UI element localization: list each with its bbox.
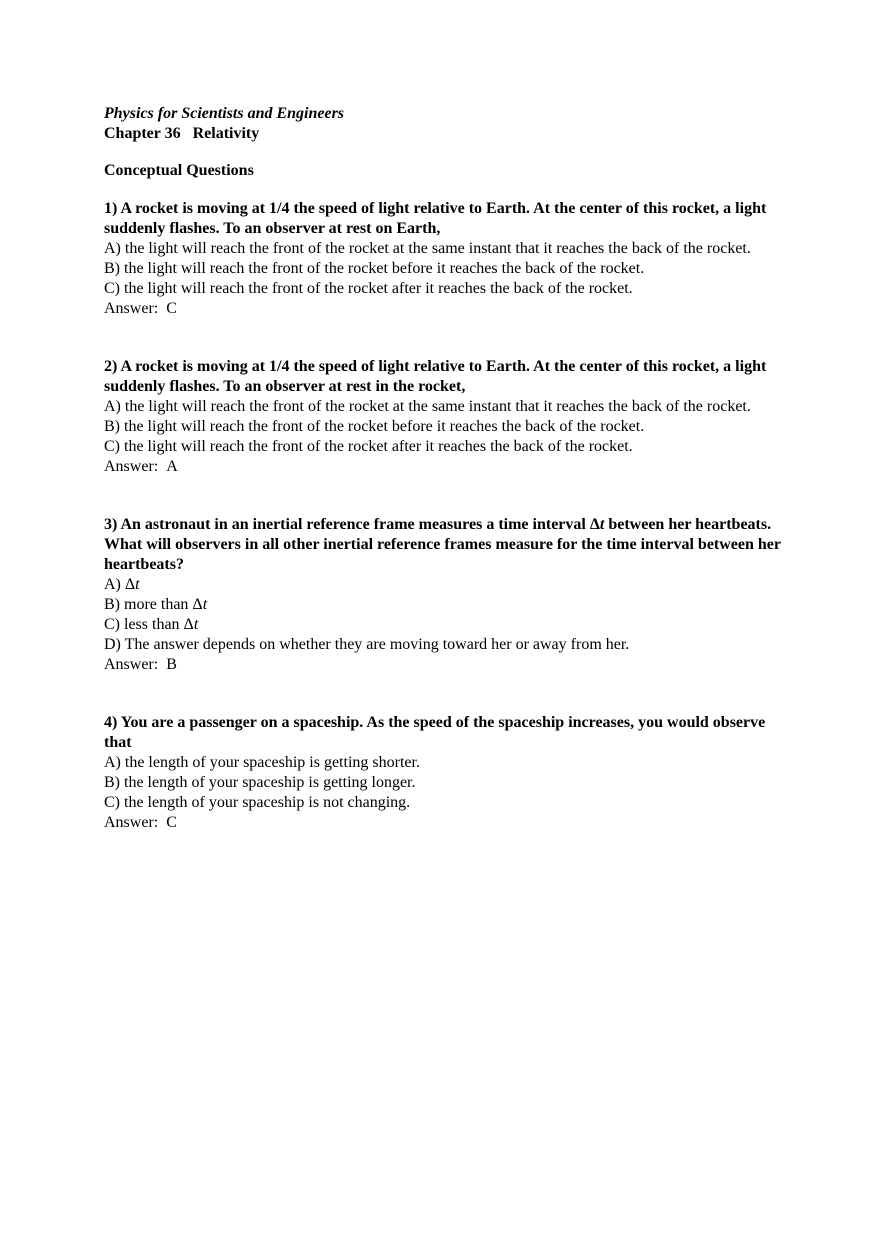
- option-b: B) the light will reach the front of the rocket before it reaches the back of the rocket.: [104, 418, 645, 435]
- option-c: C) the length of your spaceship is not changing.: [104, 794, 411, 811]
- option-a: A) the light will reach the front of the rocket at the same instant that it reaches the back of the rocket.: [104, 398, 751, 415]
- option-text: B) more than Δ: [104, 596, 203, 613]
- answer-value: C: [166, 814, 177, 831]
- answer-value: C: [166, 300, 177, 317]
- chapter-title: Relativity: [192, 125, 260, 142]
- question-stem: 4) You are a passenger on a spaceship. As the speed of the spaceship increases, you would observe that: [104, 714, 766, 751]
- question-3: [104, 515, 794, 675]
- book-title: Physics for Scientists and Engineers: [104, 105, 345, 122]
- document-page: [104, 104, 794, 833]
- option-a: A) the light will reach the front of the rocket at the same instant that it reaches the back of the rocket.: [104, 240, 751, 257]
- question-1: [104, 199, 794, 319]
- answer-label: Answer:: [104, 300, 159, 317]
- question-stem: 1) A rocket is moving at 1/4 the speed of light relative to Earth. At the center of this rocket, a light suddenly flashes. To an observer at rest on Earth,: [104, 200, 767, 237]
- option-c: C) the light will reach the front of the rocket after it reaches the back of the rocket.: [104, 280, 633, 297]
- option-text: D) The answer depends on whether they are moving toward her or away from her.: [104, 636, 630, 653]
- section-title: Conceptual Questions: [104, 162, 254, 179]
- stem-variable: t: [599, 516, 605, 533]
- question-stem: [104, 515, 794, 575]
- question-stem: 2) A rocket is moving at 1/4 the speed of light relative to Earth. At the center of this rocket, a light suddenly flashes. To an observer at rest in the rocket,: [104, 358, 767, 395]
- answer-line: [104, 457, 794, 477]
- answer-value: A: [166, 458, 178, 475]
- question-2: [104, 357, 794, 477]
- option-variable: t: [202, 596, 208, 613]
- answer-label: Answer:: [104, 814, 159, 831]
- option-d: [104, 635, 794, 655]
- option-a: [104, 575, 794, 595]
- answer-label: Answer:: [104, 656, 159, 673]
- stem-text-before: 3) An astronaut in an inertial reference frame measures a time interval Δ: [104, 516, 600, 533]
- chapter-heading: [104, 124, 794, 144]
- stem-text-after: between her heartbeats. What will observers in all other inertial reference frames measure for the time interval between her heartbeats?: [104, 516, 781, 573]
- option-b: [104, 595, 794, 615]
- option-b: B) the light will reach the front of the rocket before it reaches the back of the rocket.: [104, 260, 645, 277]
- option-variable: t: [135, 576, 140, 593]
- option-c: C) the light will reach the front of the rocket after it reaches the back of the rocket.: [104, 438, 633, 455]
- option-text: A) Δ: [104, 576, 136, 593]
- option-variable: t: [193, 616, 199, 633]
- answer-line: [104, 813, 794, 833]
- option-c: [104, 615, 794, 635]
- option-text: C) less than Δ: [104, 616, 194, 633]
- answer-line: [104, 299, 794, 319]
- question-4: [104, 713, 794, 833]
- answer-value: B: [166, 656, 177, 673]
- chapter-number: Chapter 36: [104, 125, 181, 142]
- option-a: A) the length of your spaceship is getting shorter.: [104, 754, 420, 771]
- option-b: B) the length of your spaceship is getting longer.: [104, 774, 416, 791]
- answer-line: [104, 655, 794, 675]
- answer-label: Answer:: [104, 458, 159, 475]
